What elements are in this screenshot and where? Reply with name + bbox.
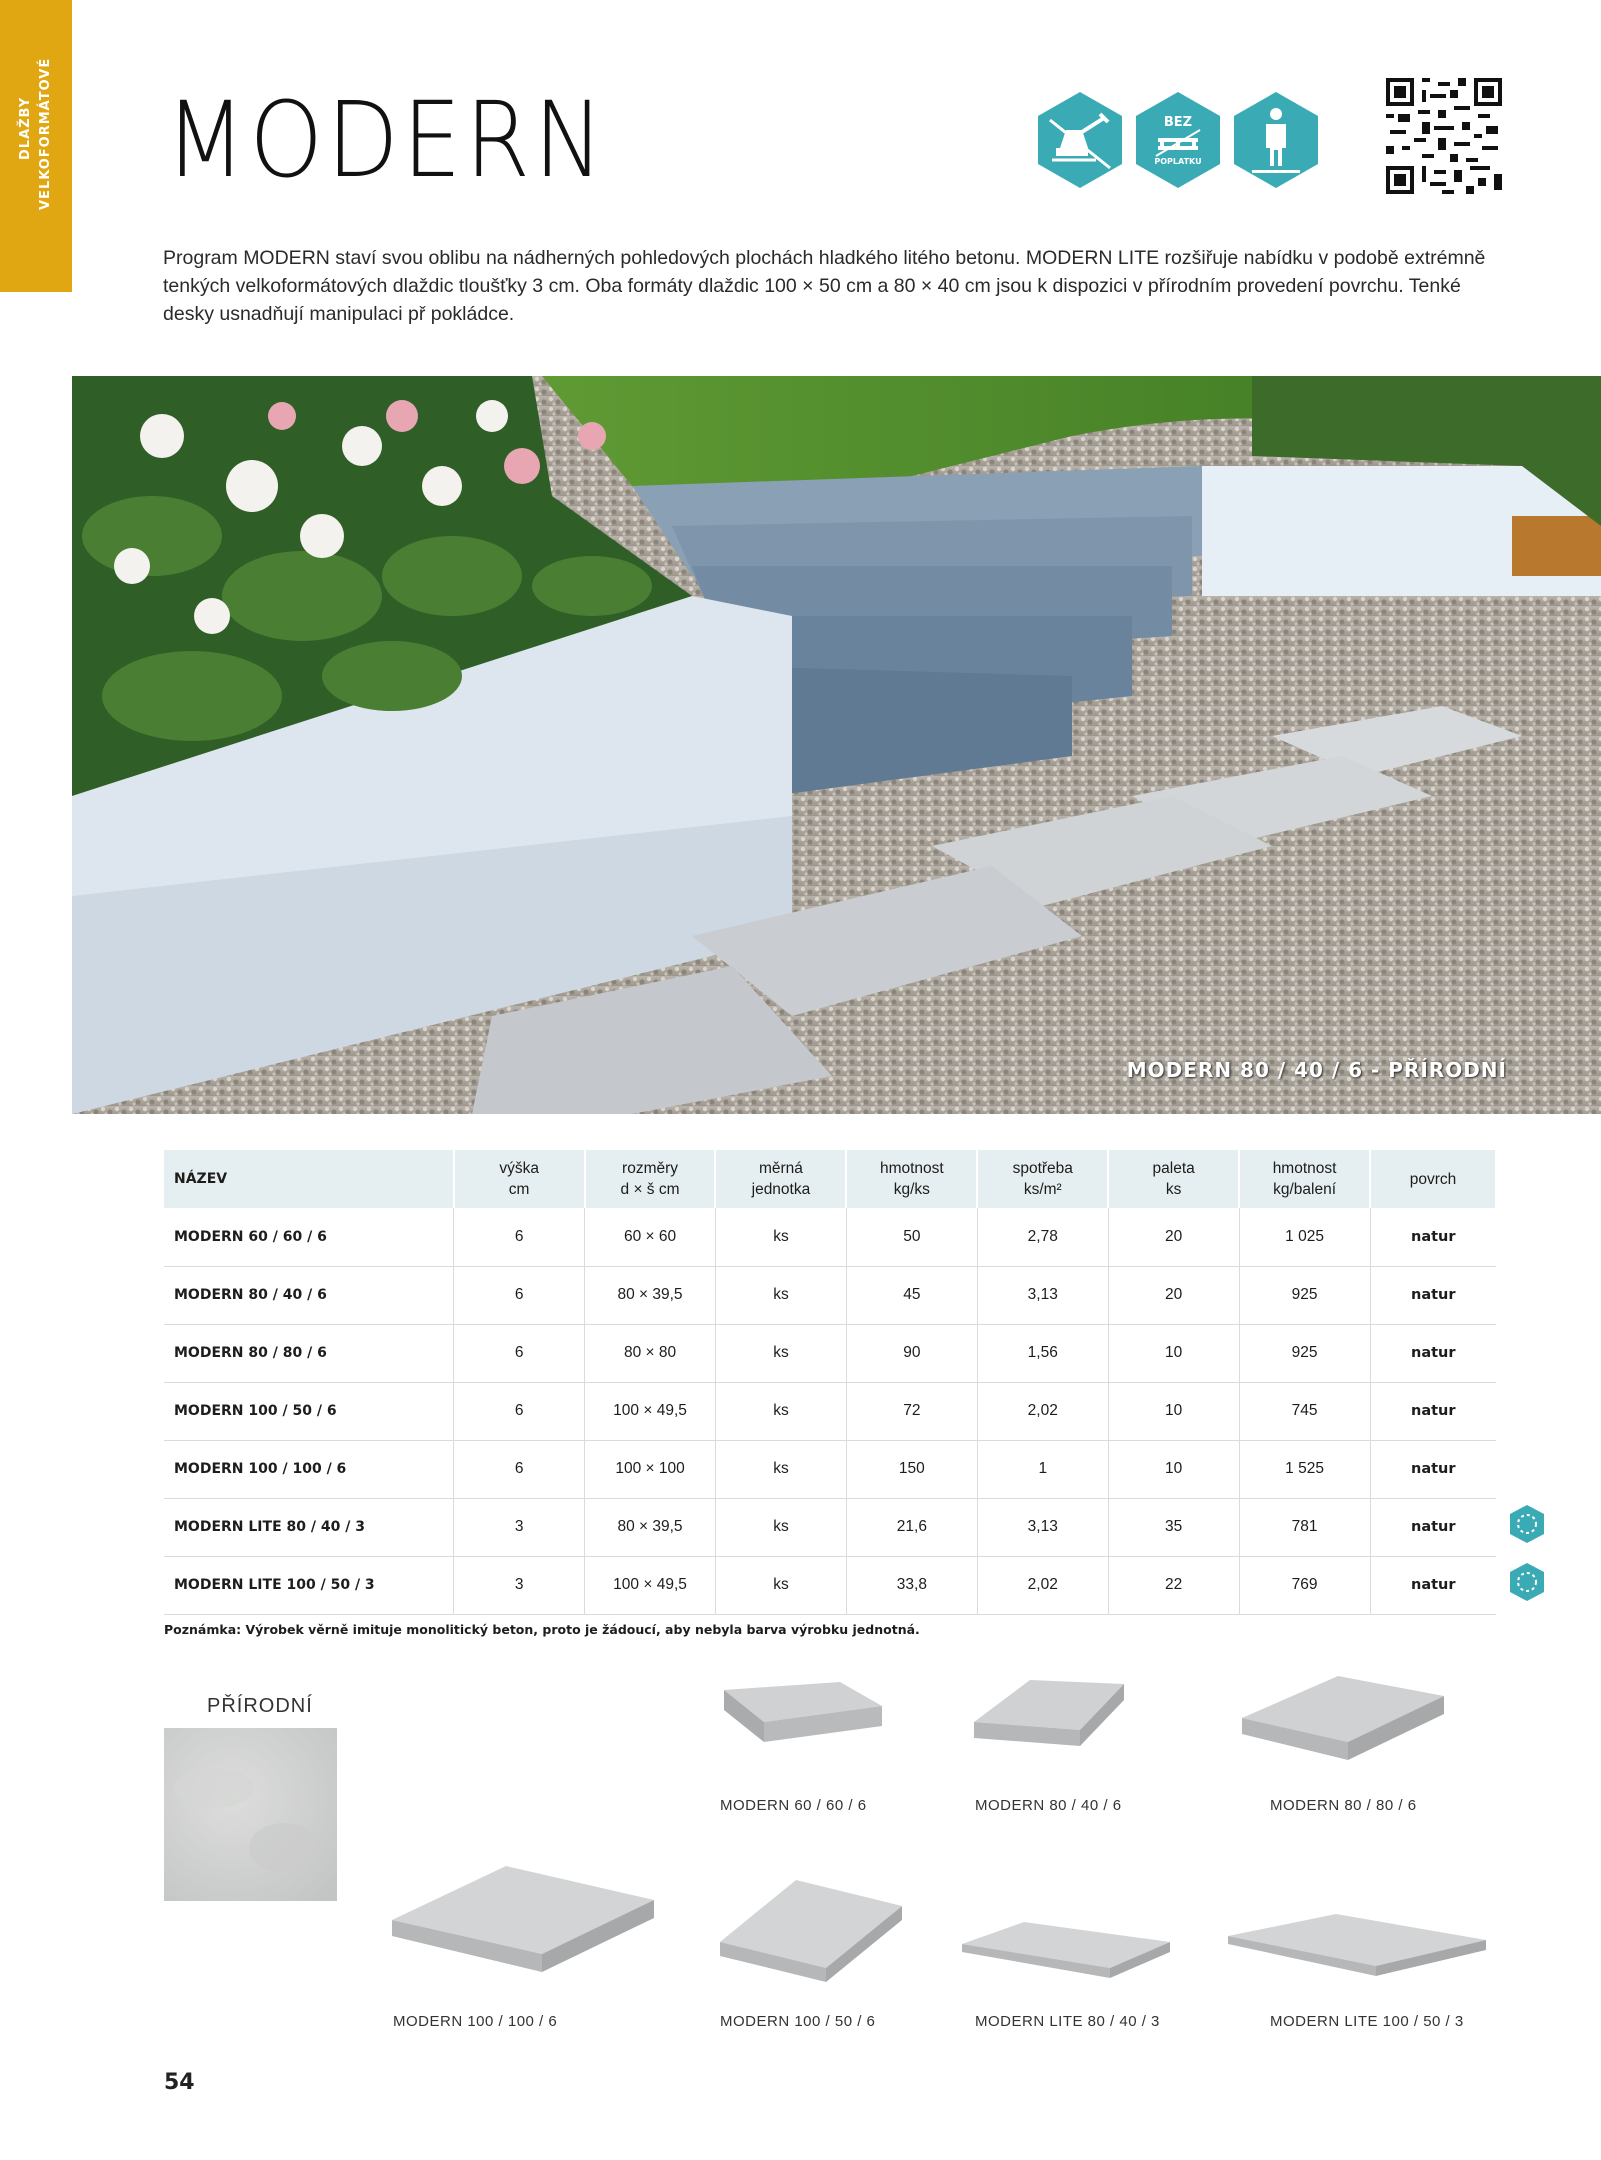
cell: 781 <box>1239 1498 1370 1556</box>
header-hmotnost-baleni: hmotnost kg/balení <box>1239 1150 1370 1208</box>
slab-image <box>710 1680 890 1770</box>
cell: ks <box>715 1324 846 1382</box>
cell: 10 <box>1108 1382 1239 1440</box>
cell: 90 <box>846 1324 977 1382</box>
table-row <box>164 1266 1496 1324</box>
slab-image <box>716 1876 906 1986</box>
slab-image <box>1238 1672 1448 1768</box>
product-label: MODERN LITE 100 / 50 / 3 <box>1270 2013 1464 2030</box>
product-label: MODERN 80 / 80 / 6 <box>1270 1797 1417 1814</box>
cell: ks <box>715 1556 846 1614</box>
cell-surface: natur <box>1370 1498 1496 1556</box>
hero-caption: MODERN 80 / 40 / 6 - PŘÍRODNÍ <box>1126 1058 1507 1082</box>
cell: 35 <box>1108 1498 1239 1556</box>
slab-image <box>1224 1910 1490 1986</box>
surface-swatch <box>164 1728 337 1901</box>
svg-text:POPLATKU: POPLATKU <box>1154 157 1202 166</box>
surface-label: PŘÍRODNÍ <box>207 1695 313 1717</box>
cell-name: MODERN LITE 100 / 50 / 3 <box>164 1556 454 1614</box>
header-spotreba: spotřeba ks/m² <box>977 1150 1108 1208</box>
cell: 925 <box>1239 1324 1370 1382</box>
cell-name: MODERN 80 / 80 / 6 <box>164 1324 454 1382</box>
slab-image <box>970 1676 1130 1766</box>
cell: 3,13 <box>977 1498 1108 1556</box>
product-label: MODERN 100 / 100 / 6 <box>393 2013 558 2030</box>
cell: 60 × 60 <box>585 1208 716 1266</box>
page-title: MODERN <box>165 79 608 201</box>
cell: 1 525 <box>1239 1440 1370 1498</box>
header-hmotnost-ks: hmotnost kg/ks <box>846 1150 977 1208</box>
cell: ks <box>715 1266 846 1324</box>
cell: 100 × 100 <box>585 1440 716 1498</box>
section-side-tab-label <box>0 0 72 292</box>
slab-image <box>388 1860 658 1980</box>
cell: 2,02 <box>977 1556 1108 1614</box>
cell: 21,6 <box>846 1498 977 1556</box>
cell-surface: natur <box>1370 1382 1496 1440</box>
cell: 3 <box>454 1556 585 1614</box>
cell: 10 <box>1108 1440 1239 1498</box>
page-number: 54 <box>164 2070 195 2095</box>
cell: 6 <box>454 1382 585 1440</box>
cell: 6 <box>454 1266 585 1324</box>
cell: ks <box>715 1498 846 1556</box>
slab-image <box>958 1918 1174 1988</box>
thin-slab-icon <box>1509 1504 1545 1544</box>
table-header-row <box>164 1150 1496 1208</box>
cell-surface: natur <box>1370 1440 1496 1498</box>
cell: 1 <box>977 1440 1108 1498</box>
cell: 3 <box>454 1498 585 1556</box>
cell: 1 025 <box>1239 1208 1370 1266</box>
cell-name: MODERN 100 / 100 / 6 <box>164 1440 454 1498</box>
cell: 6 <box>454 1440 585 1498</box>
cell: 3,13 <box>977 1266 1108 1324</box>
table-note: Poznámka: Výrobek věrně imituje monolitický beton, proto je žádoucí, aby nebyla barva výrobku jednotná. <box>164 1622 920 1637</box>
table-row <box>164 1324 1496 1382</box>
cell-surface: natur <box>1370 1266 1496 1324</box>
cell: 925 <box>1239 1266 1370 1324</box>
cell: 80 × 80 <box>585 1324 716 1382</box>
cell: 80 × 39,5 <box>585 1266 716 1324</box>
no-pallet-fee-icon <box>1134 90 1222 190</box>
spec-table <box>164 1150 1497 1615</box>
hero-garden-photo <box>72 376 1601 1114</box>
cell: 745 <box>1239 1382 1370 1440</box>
cell: 72 <box>846 1382 977 1440</box>
qr-code-icon[interactable] <box>1386 78 1502 194</box>
cell: 22 <box>1108 1556 1239 1614</box>
cell-surface: natur <box>1370 1208 1496 1266</box>
side-tab-line1: DLAŽBY <box>18 96 33 160</box>
header-vyska: výška cm <box>454 1150 585 1208</box>
cell-name: MODERN 80 / 40 / 6 <box>164 1266 454 1324</box>
cell: 100 × 49,5 <box>585 1556 716 1614</box>
cell: 20 <box>1108 1266 1239 1324</box>
cell-name: MODERN 60 / 60 / 6 <box>164 1208 454 1266</box>
header-nazev: NÁZEV <box>164 1150 454 1208</box>
cell: 100 × 49,5 <box>585 1382 716 1440</box>
person-load-icon <box>1232 90 1320 190</box>
table-row <box>164 1382 1496 1440</box>
header-povrch: povrch <box>1370 1150 1496 1208</box>
cell: ks <box>715 1208 846 1266</box>
cell: 45 <box>846 1266 977 1324</box>
cell: 20 <box>1108 1208 1239 1266</box>
product-label: MODERN 60 / 60 / 6 <box>720 1797 867 1814</box>
cell-name: MODERN LITE 80 / 40 / 3 <box>164 1498 454 1556</box>
thin-slab-icon <box>1509 1562 1545 1602</box>
product-label: MODERN LITE 80 / 40 / 3 <box>975 2013 1160 2030</box>
intro-paragraph: Program MODERN staví svou oblibu na nádherných pohledových plochách hladkého litého betonu. MODERN LITE rozšiřuje nabídku v podobě extrémně tenkých velkoformátových dlaždic tloušťky 3 cm. Oba formáty dlaždic 100 × 50 cm a 80 × 40 cm jsou k dispozici v přírodním provedení povrchu. Tenké desky usnadňují manipulaci př pokládce. <box>163 247 1486 325</box>
table-row <box>164 1440 1496 1498</box>
product-label: MODERN 100 / 50 / 6 <box>720 2013 876 2030</box>
header-jednotka: měrná jednotka <box>715 1150 846 1208</box>
feature-badges <box>1036 90 1326 190</box>
cell: 2,78 <box>977 1208 1108 1266</box>
cell: 33,8 <box>846 1556 977 1614</box>
side-tab-line2: VELKOFORMÁTOVÉ <box>38 57 53 210</box>
cell: 80 × 39,5 <box>585 1498 716 1556</box>
header-paleta: paleta ks <box>1108 1150 1239 1208</box>
cell: 1,56 <box>977 1324 1108 1382</box>
cell: 769 <box>1239 1556 1370 1614</box>
cell: 10 <box>1108 1324 1239 1382</box>
cell-surface: natur <box>1370 1556 1496 1614</box>
cell: 6 <box>454 1324 585 1382</box>
svg-text:BEZ: BEZ <box>1163 115 1193 130</box>
compactor-icon <box>1036 90 1124 190</box>
product-label: MODERN 80 / 40 / 6 <box>975 1797 1122 1814</box>
cell: 50 <box>846 1208 977 1266</box>
cell: ks <box>715 1382 846 1440</box>
table-row <box>164 1556 1496 1614</box>
table-row <box>164 1498 1496 1556</box>
cell-surface: natur <box>1370 1324 1496 1382</box>
header-rozmery: rozměry d × š cm <box>585 1150 716 1208</box>
table-row <box>164 1208 1496 1266</box>
cell: 6 <box>454 1208 585 1266</box>
cell: 150 <box>846 1440 977 1498</box>
cell: ks <box>715 1440 846 1498</box>
cell-name: MODERN 100 / 50 / 6 <box>164 1382 454 1440</box>
cell: 2,02 <box>977 1382 1108 1440</box>
